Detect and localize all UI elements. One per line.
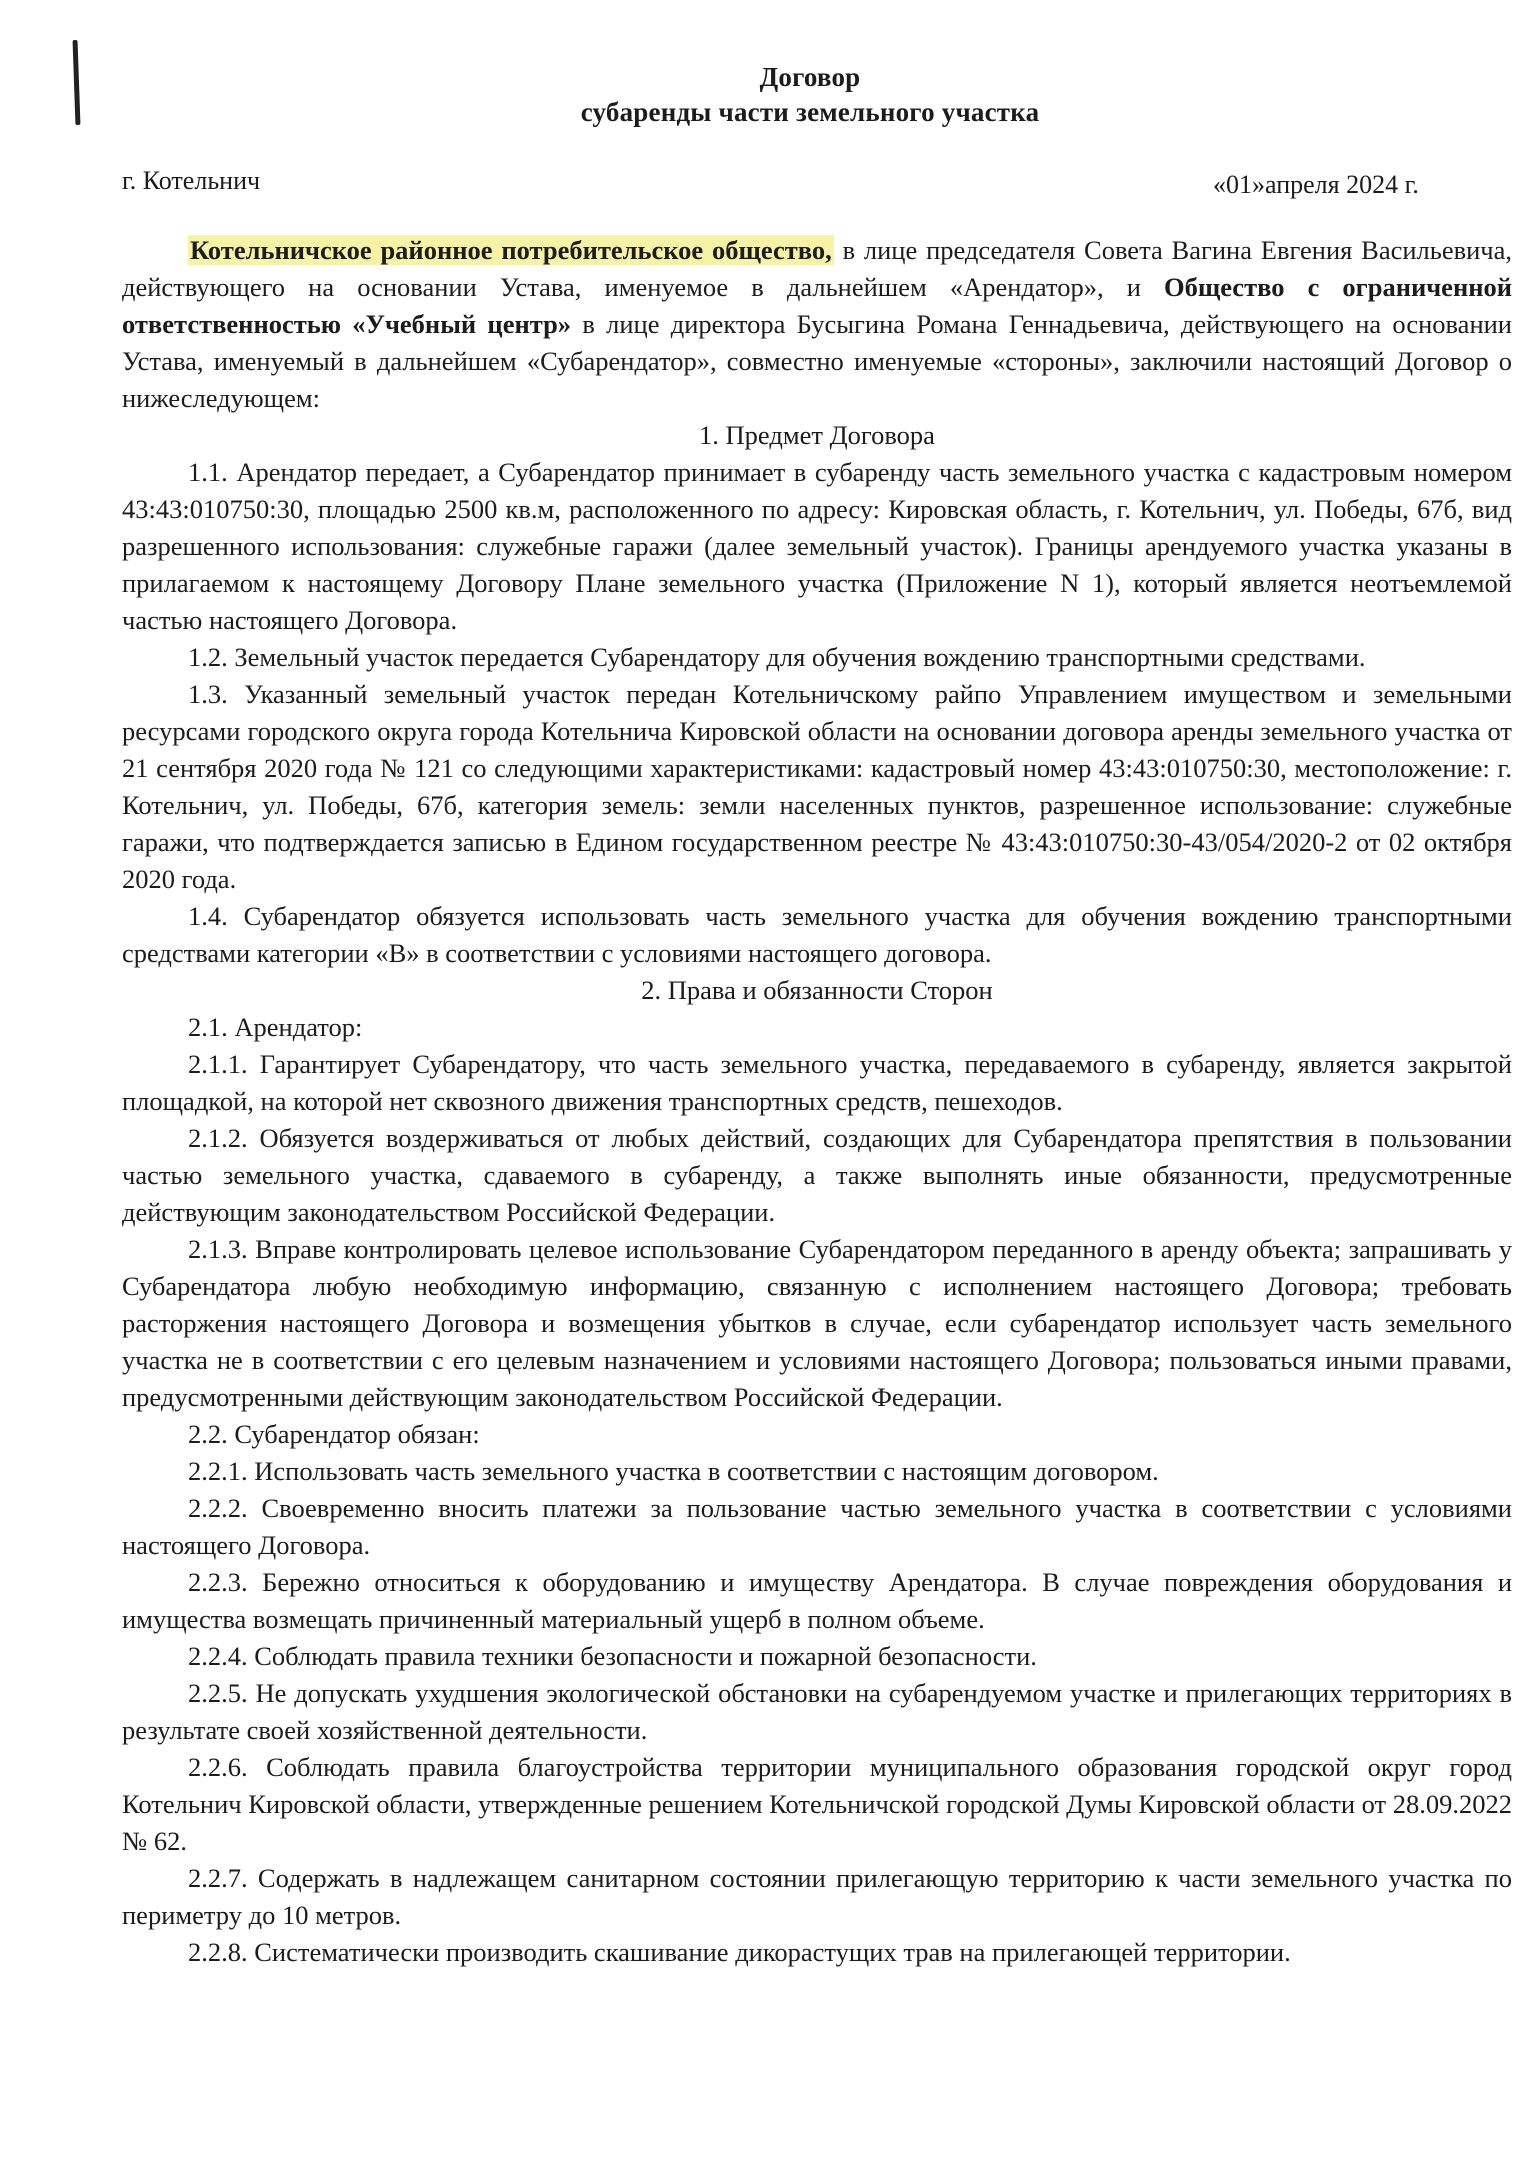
party2-name: Общество с ограниченной ответственностью «Учебный центр» (122, 272, 1512, 339)
clause-1-4: 1.4. Субарендатор обязуется использовать часть земельного участка для обучения вождению транспортными средствами категории «В» в соответствии с условиями настоящего договора. (122, 901, 1512, 968)
party1-name: Котельничское районное потребительское общество, (190, 235, 832, 265)
document-body (122, 232, 1512, 1971)
clause-2-1-3: 2.1.3. Вправе контролировать целевое использование Субарендатором переданного в аренду объекта; запрашивать у Субарендатора любую необходимую информацию, связанную с исполнением настоящего Договора; требовать расторжения настоящего Договора и возмещения убытков в случае, если субарендатор использует часть земельного участка не в соответствии с его целевым назначением и условиями настоящего Договора; пользоваться иными правами, предусмотренными действующим законодательством Российской Федерации. (122, 1234, 1512, 1412)
clause-2-2-2: 2.2.2. Своевременно вносить платежи за пользование частью земельного участка в соответствии с условиями настоящего Договора. (122, 1493, 1512, 1560)
contract-date: «01»апреля 2024 г. (1213, 170, 1419, 199)
document-title: Договор (759, 62, 861, 92)
clause-2-1-2: 2.1.2. Обязуется воздерживаться от любых действий, создающих для Субарендатора препятствия в пользовании частью земельного участка, сдаваемого в субаренду, а также выполнять иные обязанности, предусмотренные действующим законодательством Российской Федерации. (122, 1123, 1512, 1227)
document-subtitle: субаренды части земельного участка (580, 97, 1040, 127)
clause-2-2-4: 2.2.4. Соблюдать правила техники безопасности и пожарной безопасности. (188, 1641, 1037, 1671)
clause-2-2-7: 2.2.7. Содержать в надлежащем санитарном состоянии прилегающую территорию к части земельного участка по периметру до 10 метров. (122, 1863, 1512, 1930)
section2-heading: 2. Права и обязанности Сторон (641, 975, 993, 1005)
clause-2-2-8: 2.2.8. Систематически производить скашивание дикорастущих трав на прилегающей территории. (188, 1937, 1291, 1967)
clause-2-2: 2.2. Субарендатор обязан: (188, 1419, 480, 1449)
clause-2-2-6: 2.2.6. Соблюдать правила благоустройства территории муниципального образования городской округ город Котельнич Кировской области, утвержденные решением Котельничской городской Думы Кировской области от 28.09.2022 № 62. (122, 1752, 1512, 1856)
clause-2-2-5: 2.2.5. Не допускать ухудшения экологической обстановки на субарендуемом участке и прилегающих территориях в результате своей хозяйственной деятельности. (122, 1678, 1512, 1745)
clause-1-1: 1.1. Арендатор передает, а Субарендатор принимает в субаренду часть земельного участка с кадастровым номером 43:43:010750:30, площадью 2500 кв.м, расположенного по адресу: Кировская область, г. Котельнич, ул. Победы, 67б, вид разрешенного использования: служебные гаражи (далее земельный участок). Границы арендуемого участка указаны в прилагаемом к настоящему Договору Плане земельного участка (Приложение N 1), который является неотъемлемой частью настоящего Договора. (122, 457, 1512, 635)
clause-1-2: 1.2. Земельный участок передается Субарендатору для обучения вождению транспортными средствами. (188, 642, 1366, 672)
margin-pen-mark (73, 40, 81, 125)
city-label: г. Котельнич (122, 166, 261, 195)
section1-heading: 1. Предмет Договора (699, 420, 935, 450)
intro-paragraph (122, 232, 1512, 417)
clause-2-2-1: 2.2.1. Использовать часть земельного участка в соответствии с настоящим договором. (188, 1456, 1159, 1486)
party2-text: в лице директора Бусыгина Романа Геннадьевича, действующего на основании Устава, именуемый в дальнейшем «Субарендатор», совместно именуемые «стороны», заключили настоящий Договор о нижеследующем: (122, 309, 1512, 413)
clause-2-1-1: 2.1.1. Гарантирует Субарендатору, что часть земельного участка, передаваемого в субаренду, является закрытой площадкой, на которой нет сквозного движения транспортных средств, пешеходов. (122, 1049, 1512, 1116)
clause-1-3: 1.3. Указанный земельный участок передан Котельничскому райпо Управлением имуществом и земельными ресурсами городского округа города Котельнича Кировской области на основании договора аренды земельного участка от 21 сентября 2020 года № 121 со следующими характеристиками: кадастровый номер 43:43:010750:30, местоположение: г. Котельнич, ул. Победы, 67б, категория земель: земли населенных пунктов, разрешенное использование: служебные гаражи, что подтверждается записью в Едином государственном реестре № 43:43:010750:30-43/054/2020-2 от 02 октября 2020 года. (122, 679, 1512, 894)
clause-2-2-3: 2.2.3. Бережно относиться к оборудованию и имуществу Арендатора. В случае повреждения оборудования и имущества возмещать причиненный материальный ущерб в полном объеме. (122, 1567, 1512, 1634)
party1-text: в лице председателя Совета Вагина Евгения Васильевича, действующего на основании Устава, именуемое в дальнейшем «Арендатор», и (122, 235, 1513, 302)
clause-2-1: 2.1. Арендатор: (188, 1012, 363, 1042)
